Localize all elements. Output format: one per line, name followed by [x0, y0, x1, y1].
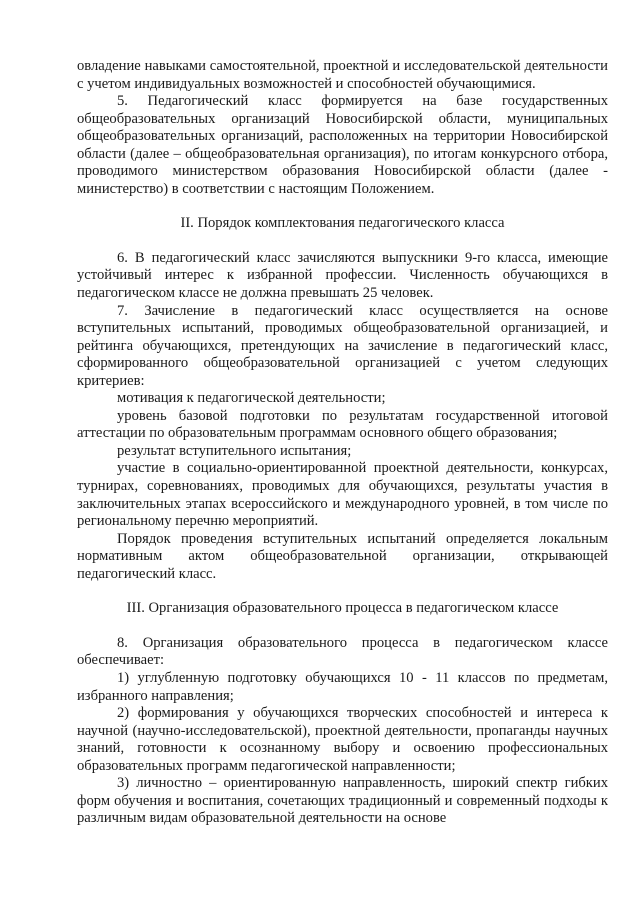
paragraph: Порядок проведения вступительных испытаний определяется локальным нормативным актом общеобразовательной организации, открывающей педагогический класс.: [77, 530, 608, 582]
paragraph: 3) личностно – ориентированную направленность, широкий спектр гибких форм обучения и воспитания, сочетающих традиционный и современный подходы к различным видам образовательной деятельности на основе: [77, 775, 608, 827]
paragraph: 6. В педагогический класс зачисляются выпускники 9-го класса, имеющие устойчивый интерес к избранной профессии. Численность обучающихся в педагогическом классе не должна превышать 25 человек.: [77, 249, 608, 302]
paragraph: участие в социально-ориентированной проектной деятельности, конкурсах, турнирах, соревнованиях, проводимых для обучающихся, результаты участия в заключительных этапах всероссийского и международного уровней, в том числе по региональному перечню мероприятий.: [77, 460, 608, 530]
paragraph: 2) формирования у обучающихся творческих способностей и интереса к научной (научно-исследовательской), проектной деятельности, пропаганды научных знаний, готовности к осознанному выбору и освоению профессиональных образовательных программ педагогической направленности;: [77, 705, 608, 774]
paragraph: 5. Педагогический класс формируется на базе государственных общеобразовательных организаций Новосибирской области, муниципальных общеобразовательных организаций, расположенных на территории Новосибирской области (далее – общеобразовательная организация), по итогам конкурсного отбора, проводимого министерством образования Новосибирской области (далее - министерство) в соответствии с настоящим Положением.: [77, 93, 608, 197]
paragraph: мотивация к педагогической деятельности;: [117, 390, 386, 407]
section-heading: III. Организация образовательного процесса в педагогическом классе: [126, 600, 559, 617]
document-page: [77, 58, 608, 828]
paragraph: уровень базовой подготовки по результатам государственной итоговой аттестации по образовательным программам основного общего образования;: [77, 407, 608, 442]
paragraph: результат вступительного испытания;: [117, 442, 352, 459]
paragraph: 8. Организация образовательного процесса в педагогическом классе обеспечивает:: [77, 634, 608, 669]
paragraph: овладение навыками самостоятельной, проектной и исследовательской деятельности с учетом индивидуальных возможностей и способностей обучающимися.: [77, 58, 608, 92]
paragraph: 1) углубленную подготовку обучающихся 10 - 11 классов по предметам, избранного направления;: [77, 669, 608, 704]
section-heading: II. Порядок комплектования педагогического класса: [180, 215, 505, 232]
paragraph: 7. Зачисление в педагогический класс осуществляется на основе вступительных испытаний, проводимых общеобразовательной организацией, и рейтинга обучающихся, претендующих на зачисление в педагогический класс, сформированного общеобразовательной организацией с учетом следующих критериев:: [77, 302, 608, 389]
